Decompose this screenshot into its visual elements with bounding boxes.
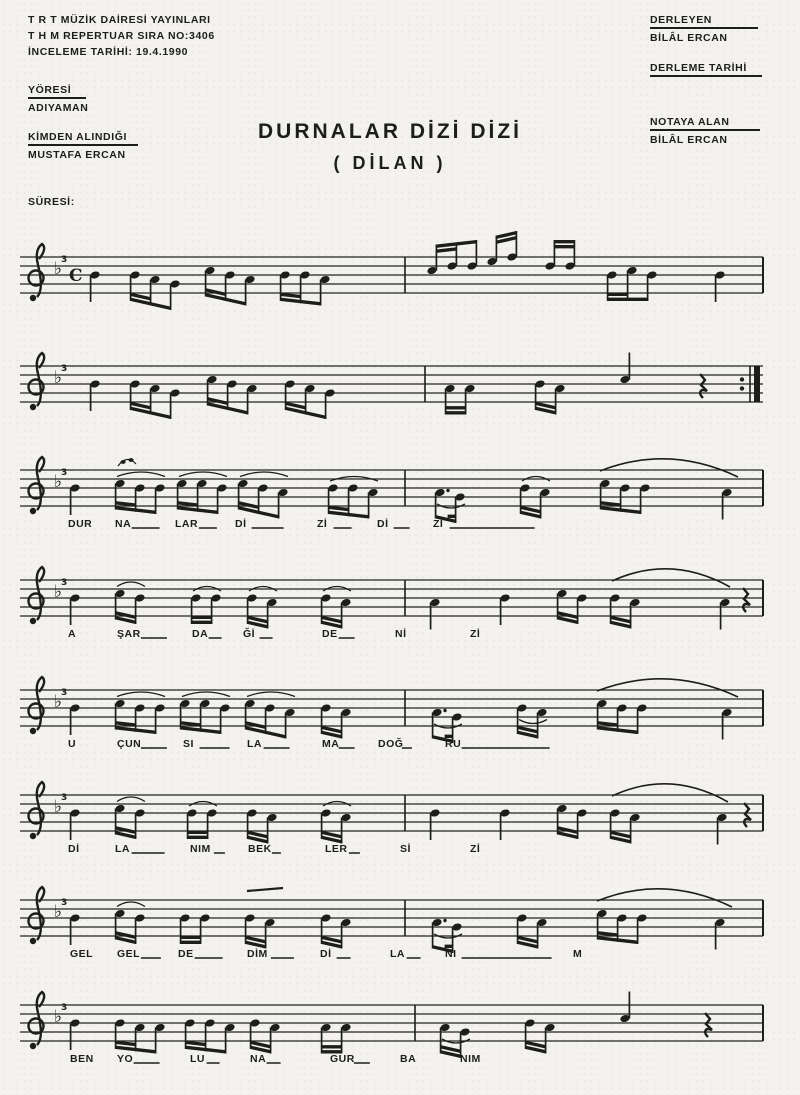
koma-3-mark: 3 (61, 793, 68, 803)
lyric-syllable: DA (192, 628, 209, 640)
staff-system-4 (0, 538, 800, 656)
yoresi-label: YÖRESİ (28, 84, 86, 99)
staff-system-5 (0, 648, 800, 766)
end-repeat-barline (754, 366, 760, 402)
koma-3-mark: 3 (61, 578, 68, 588)
flat-key-signature: ♭ (54, 472, 63, 492)
quarter-rest (700, 374, 707, 398)
lyric-syllable: RU (445, 738, 462, 750)
song-title: DURNALAR DİZİ DİZİ (258, 120, 522, 143)
lyric-syllable: GEL (117, 948, 141, 960)
staff-system-1 (0, 215, 800, 333)
quarter-rest (744, 803, 751, 827)
flat-key-signature: ♭ (54, 902, 63, 922)
lyric-syllable: NA (250, 1053, 267, 1065)
lyric-syllable: NA (115, 518, 132, 530)
lyric-syllable: LAR (175, 518, 199, 530)
publisher-line-1: T R T MÜZİK DAİRESİ YAYINLARI (28, 14, 211, 26)
lyric-syllable: BEN (70, 1053, 94, 1065)
lyric-syllable: DE (178, 948, 194, 960)
lyric-syllable: NI (445, 948, 457, 960)
lyric-syllable: Nİ (395, 628, 407, 640)
lyric-syllable: DE (322, 628, 338, 640)
song-subtitle: ( DİLAN ) (333, 153, 447, 173)
lyric-syllable: Zİ (433, 518, 444, 530)
kimden-value: MUSTAFA ERCAN (28, 149, 126, 161)
flat-key-signature: ♭ (54, 259, 63, 279)
lyric-syllable: BA (400, 1053, 417, 1065)
lyric-syllable: Dİ (377, 518, 389, 530)
lyric-syllable: Dİ (68, 843, 80, 855)
koma-3-mark: 3 (61, 898, 68, 908)
staff-system-3 (0, 428, 800, 546)
lyric-syllable: M (573, 948, 583, 960)
quarter-rest (743, 588, 750, 612)
publisher-line-2: T H M REPERTUAR SIRA NO:3406 (28, 30, 215, 42)
lyric-syllable: Dİ (235, 518, 247, 530)
lyric-syllable: LA (247, 738, 262, 750)
lyric-syllable: U (68, 738, 77, 750)
notaya-alan-label: NOTAYA ALAN (650, 116, 760, 131)
derleme-tarihi-label: DERLEME TARİHİ (650, 62, 762, 77)
lyric-syllable: Zİ (317, 518, 328, 530)
lyric-syllable: LER (325, 843, 348, 855)
staff-system-6 (0, 753, 800, 871)
flat-key-signature: ♭ (54, 582, 63, 602)
koma-3-mark: 3 (61, 1003, 68, 1013)
lyric-syllable: A (68, 628, 77, 640)
notaya-alan-value: BİLÂL ERCAN (650, 134, 728, 146)
lyric-syllable: NIM (460, 1053, 481, 1065)
lyric-syllable: YO (117, 1053, 134, 1065)
lyric-syllable: LA (115, 843, 130, 855)
lyric-syllable: Zİ (470, 628, 481, 640)
yoresi-value: ADIYAMAN (28, 102, 89, 114)
lyric-syllable: Ğİ (243, 628, 256, 640)
derleyen-label: DERLEYEN (650, 14, 758, 29)
lyric-syllable: GEL (70, 948, 94, 960)
flat-key-signature: ♭ (54, 1007, 63, 1027)
flat-key-signature: ♭ (54, 368, 63, 388)
lyric-syllable: SI (183, 738, 194, 750)
phrase-slur (600, 459, 738, 477)
lyric-syllable: DUR (68, 518, 93, 530)
lyric-syllable: ÇUN (117, 738, 142, 750)
time-signature: C (69, 266, 83, 286)
lyric-syllable: DOĞ (378, 738, 404, 750)
derleyen-value: BİLÂL ERCAN (650, 32, 728, 44)
flat-key-signature: ♭ (54, 692, 63, 712)
lyric-syllable: LU (190, 1053, 205, 1065)
lyric-syllable: NIM (190, 843, 211, 855)
phrase-slur (612, 569, 730, 587)
koma-3-mark: 3 (61, 468, 68, 478)
koma-3-mark: 3 (61, 688, 68, 698)
suresi-label: SÜRESİ: (28, 196, 75, 208)
staff-system-2 (0, 324, 800, 442)
kimden-label: KİMDEN ALINDIĞI (28, 131, 138, 146)
staff-system-8 (0, 963, 800, 1081)
lyric-syllable: Zİ (470, 843, 481, 855)
staff-system-7 (0, 858, 800, 976)
lyric-syllable: DİM (247, 948, 268, 960)
phrase-slur (597, 679, 738, 697)
publisher-line-3: İNCELEME TARİHİ: 19.4.1990 (28, 46, 189, 58)
phrase-slur (612, 784, 728, 802)
lyric-syllable: MA (322, 738, 340, 750)
koma-3-mark: 3 (61, 364, 68, 374)
quarter-rest (705, 1013, 712, 1037)
lyric-syllable: ŞAR (117, 628, 141, 640)
lyric-syllable: Dİ (320, 948, 332, 960)
lyric-syllable: BEK (248, 843, 272, 855)
lyric-syllable: LA (390, 948, 405, 960)
lyric-syllable: Sİ (400, 843, 411, 855)
phrase-slur (597, 889, 732, 907)
koma-3-mark: 3 (61, 255, 68, 265)
flat-key-signature: ♭ (54, 797, 63, 817)
lyric-syllable: GUR (330, 1053, 355, 1065)
